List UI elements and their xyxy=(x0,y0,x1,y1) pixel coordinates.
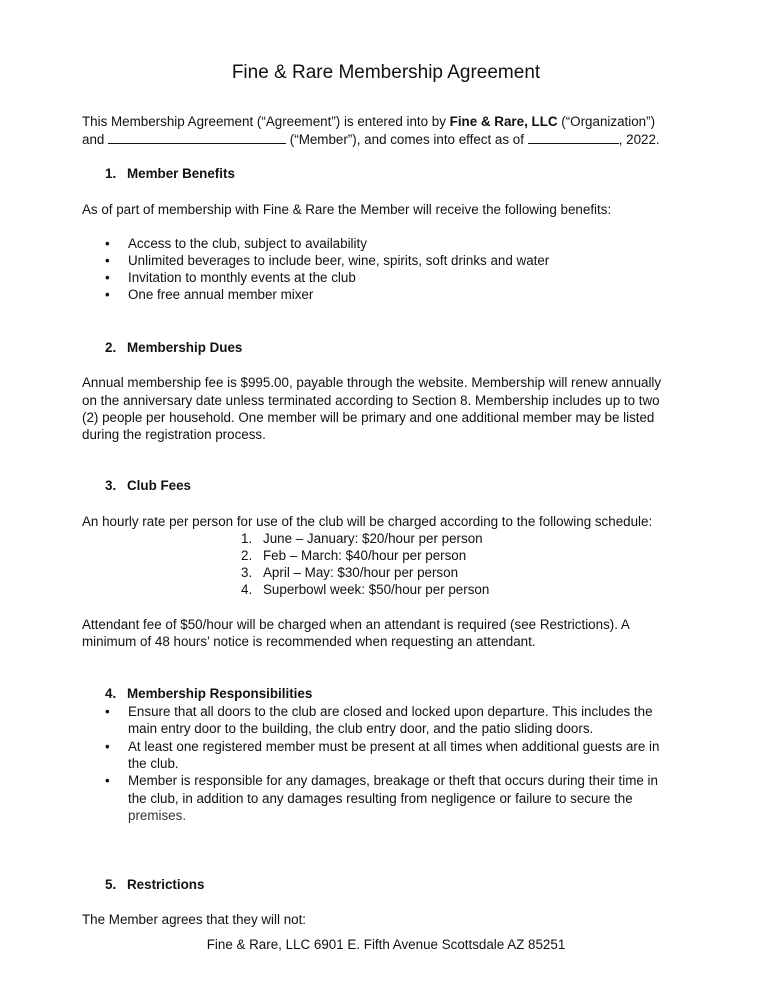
schedule-number: 2. xyxy=(241,548,253,563)
section-1-title: Member Benefits xyxy=(127,166,235,181)
section-3-title: Club Fees xyxy=(127,478,191,493)
schedule-item xyxy=(241,547,466,565)
schedule-number: 3. xyxy=(241,565,253,580)
intro-line-1 xyxy=(82,113,655,131)
bullet-icon: • xyxy=(105,236,110,251)
list-item: Ensure that all doors to the club are closed and locked upon departure. This includes the xyxy=(128,704,653,719)
dues-line: during the registration process. xyxy=(82,427,266,442)
intro-text-2: (“Organization”) xyxy=(557,114,656,129)
bullet-icon: • xyxy=(105,739,110,754)
section-3-intro: An hourly rate per person for use of the club will be charged according to the following schedule: xyxy=(82,514,653,529)
list-item-continued: premises. xyxy=(128,808,187,823)
schedule-text: Superbowl week: $50/hour per person xyxy=(263,582,490,597)
schedule-text: June – January: $20/hour per person xyxy=(263,531,483,546)
section-2-title: Membership Dues xyxy=(127,340,243,355)
member-name-blank[interactable] xyxy=(108,131,286,144)
schedule-item xyxy=(241,564,458,582)
schedule-text: April – May: $30/hour per person xyxy=(263,565,459,580)
attendant-line: minimum of 48 hours’ notice is recommended when requesting an attendant. xyxy=(82,634,536,649)
document-title: Fine & Rare Membership Agreement xyxy=(231,62,541,83)
intro-line-2 xyxy=(82,131,660,149)
bullet-icon: • xyxy=(105,270,110,285)
list-item-continued: the club. xyxy=(128,756,179,771)
dues-line: on the anniversary date unless terminated according to Section 8. Membership includes up to two xyxy=(82,393,660,408)
section-5-title: Restrictions xyxy=(127,877,205,892)
list-item: At least one registered member must be present at all times when additional guests are in xyxy=(128,739,660,754)
schedule-number: 4. xyxy=(241,582,253,597)
section-4-number: 4. xyxy=(105,686,117,701)
section-3-number: 3. xyxy=(105,478,117,493)
bullet-icon: • xyxy=(105,773,110,788)
section-5-intro: The Member agrees that they will not: xyxy=(82,912,307,927)
page-footer: Fine & Rare, LLC 6901 E. Fifth Avenue Scottsdale AZ 85251 xyxy=(206,937,566,952)
section-2-number: 2. xyxy=(105,340,117,355)
bullet-icon: • xyxy=(105,287,110,302)
list-item: Unlimited beverages to include beer, wine, spirits, soft drinks and water xyxy=(128,253,550,268)
section-1-intro: As of part of membership with Fine & Rare the Member will receive the following benefits: xyxy=(82,202,612,217)
intro-member-text: (“Member”), and comes into effect as of xyxy=(286,132,528,147)
bullet-icon: • xyxy=(105,704,110,719)
list-item: Invitation to monthly events at the club xyxy=(128,270,356,285)
section-3-heading xyxy=(105,478,191,493)
list-item: One free annual member mixer xyxy=(128,287,314,302)
schedule-item xyxy=(241,530,483,548)
section-5-heading xyxy=(105,877,204,892)
section-1-heading xyxy=(105,166,235,181)
intro-text-1: This Membership Agreement (“Agreement”) is entered into by xyxy=(82,114,450,129)
list-item: Access to the club, subject to availability xyxy=(128,236,367,251)
list-item-continued: main entry door to the building, the club entry door, and the patio sliding doors. xyxy=(128,721,594,736)
organization-name: Fine & Rare, LLC xyxy=(449,114,558,129)
schedule-item xyxy=(241,581,489,599)
section-1-number: 1. xyxy=(105,166,117,181)
list-item: Member is responsible for any damages, breakage or theft that occurs during their time in xyxy=(128,773,658,788)
list-item-continued: the club, in addition to any damages resulting from negligence or failure to secure the xyxy=(128,791,633,806)
bullet-icon: • xyxy=(105,253,110,268)
schedule-text: Feb – March: $40/hour per person xyxy=(263,548,467,563)
schedule-number: 1. xyxy=(241,531,253,546)
intro-and: and xyxy=(82,132,109,147)
attendant-line: Attendant fee of $50/hour will be charged when an attendant is required (see Restrictions). A xyxy=(82,617,630,632)
section-4-title: Membership Responsibilities xyxy=(127,686,313,701)
section-4-heading xyxy=(105,686,312,701)
dues-line: Annual membership fee is $995.00, payable through the website. Membership will renew annually xyxy=(82,375,662,390)
dues-line: (2) people per household. One member will be primary and one additional member may be listed xyxy=(82,410,655,425)
intro-year: , 2022. xyxy=(618,132,660,147)
section-5-number: 5. xyxy=(105,877,117,892)
section-2-heading xyxy=(105,340,242,355)
effective-date-blank[interactable] xyxy=(528,131,619,144)
